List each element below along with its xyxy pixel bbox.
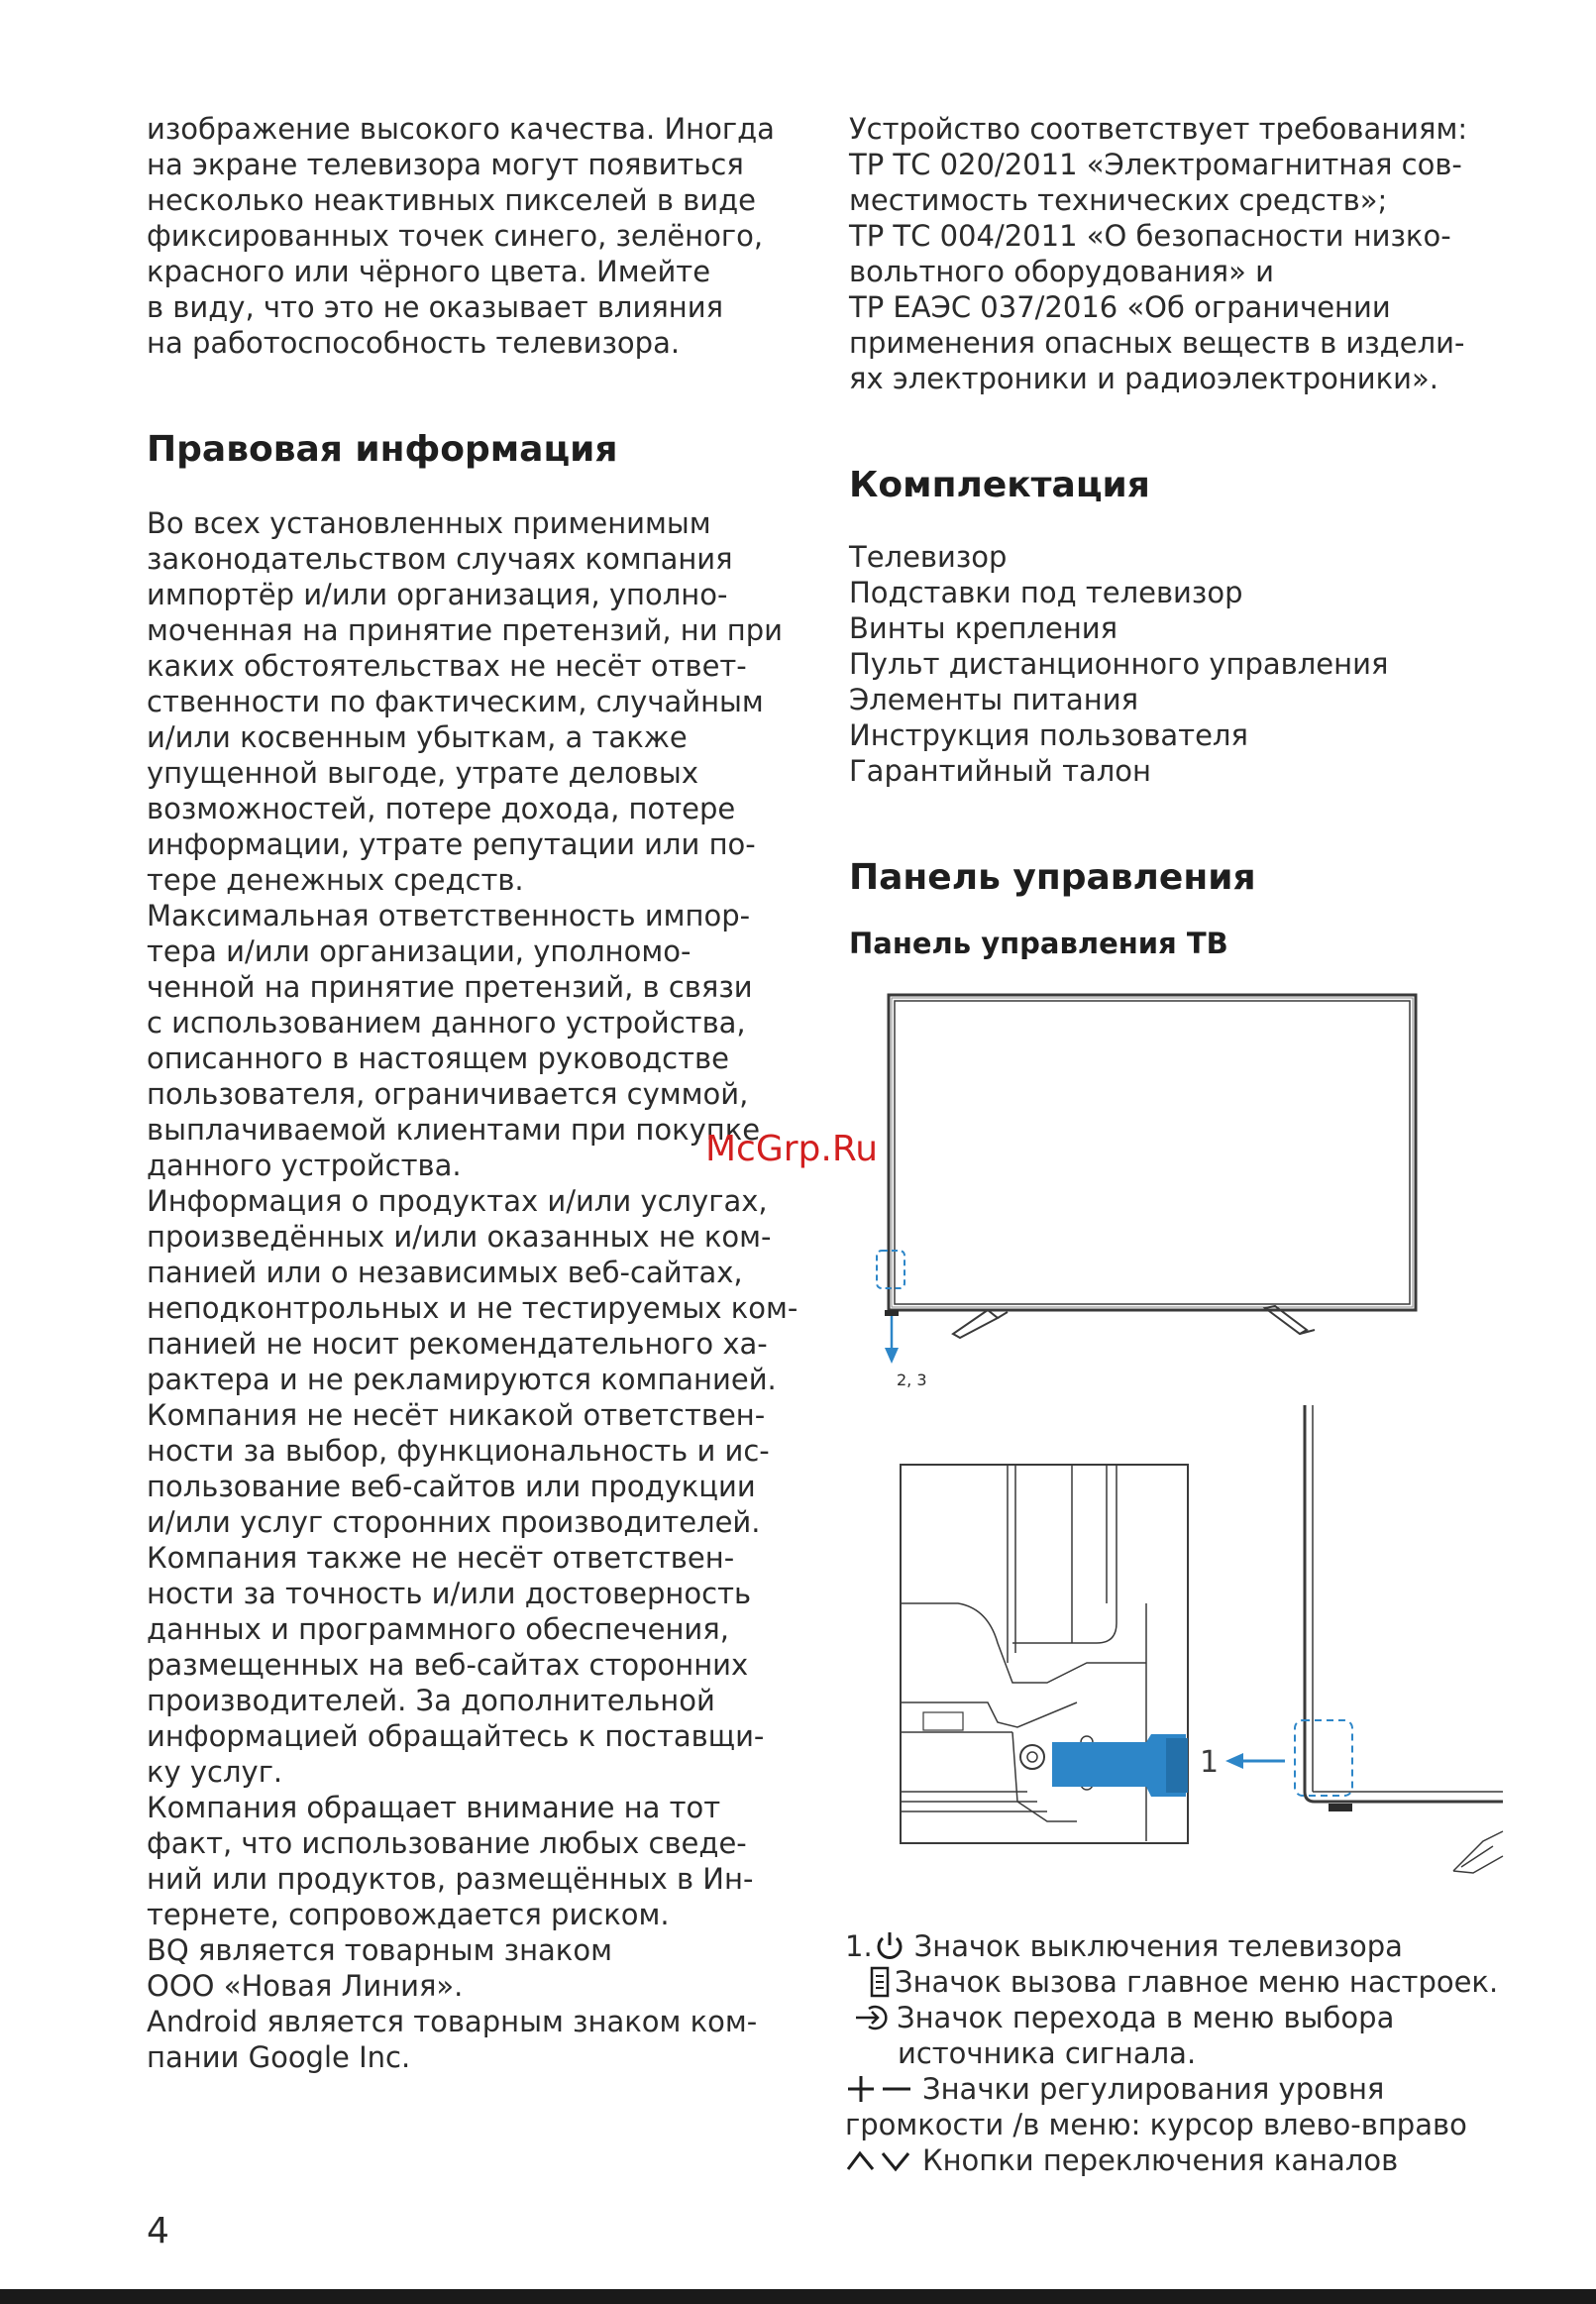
kit-item: Пульт дистанционного управления	[849, 647, 1389, 681]
legal-paragraph: Во всех установленных применимым законодательством случаях компания импортёр и/или организация, уполно- моченная на принятие претензий, ни при каких обстоятельствах не несёт ответ- ственности по фактическим, случайным и/или косвенным убыткам, а также упущенной выгоде, утрате деловых возможностей, потере дохода, потере информации, утрате репутации или по- тере денежных средств. Максимальная ответственность импор- тера и/или организации, уполномо- ченной на принятие претензий, в связи с использованием данного устройства, описанного в настоящем руководстве пользователя, ограничивается суммой, выплачиваемой клиентами при покупке данного устройства. Информация о продуктах и/или услугах, произведённых и/или оказанных не ком- панией или о независимых веб-сайтах, неподконтрольных и не тестируемых ком- панией не носит рекомендательного ха- рактера и не рекламируются компанией. Компания не несёт никакой ответствен- ности за выбор, функциональность и ис- пользование веб-сайтов или продукции и/или услуг сторонних производителей. Компания также не несёт ответствен- ности за точность и/или достоверность данных и программного обеспечения, размещенных на веб-сайтах сторонних производителей. За дополнительной информацией обращайтесь к поставщи- ку услуг. Компания обращает внимание на тот факт, что использование любых сведе- ний или продуктов, размещённых в Ин- тернете, сопровождается риском. BQ является товарным знаком ООО «Новая Линия». Android является товарным знаком ком- пании Google Inc.	[147, 506, 798, 2074]
left-column	[147, 111, 820, 2075]
right-column	[849, 111, 1543, 1905]
tv-front-illustration	[849, 985, 1543, 1401]
legend-text: Значки регулирования уровня	[922, 2072, 1385, 2106]
kit-item: Элементы питания	[849, 683, 1139, 716]
callout-label-23: 2, 3	[897, 1371, 927, 1389]
kit-item: Инструкция пользователя	[849, 718, 1248, 752]
legal-heading: Правовая информация	[147, 429, 618, 470]
legend-number: 1.	[845, 1929, 873, 1963]
kit-item: Винты крепления	[849, 611, 1118, 645]
tv-frame	[889, 995, 1416, 1310]
arrow-left-icon	[1225, 1753, 1285, 1769]
arrow-down-icon	[885, 1316, 899, 1364]
watermark: McGrp.Ru	[705, 1129, 879, 1169]
kit-list	[849, 539, 1543, 789]
callout-label-1: 1	[1200, 1745, 1220, 1780]
kit-item: Гарантийный талон	[849, 754, 1152, 788]
legend-row-volume	[845, 2071, 1539, 2107]
up-down-chevron-icon	[845, 2145, 914, 2175]
tv-side-edge	[1305, 1405, 1503, 1873]
legend-text: Значок выключения телевизора	[913, 1929, 1403, 1963]
legend-text: Значок перехода в меню выбора	[897, 2001, 1395, 2034]
tv-detail-illustration	[849, 1405, 1543, 1901]
highlight-box	[877, 1251, 904, 1288]
kit-heading: Комплектация	[849, 465, 1150, 505]
legend-text: источника сигнала.	[898, 2036, 1197, 2070]
legend-text: Кнопки переключения каналов	[922, 2143, 1399, 2177]
legend	[845, 1928, 1539, 2178]
intro-paragraph: изображение высокого качества. Иногда на экране телевизора могут появиться несколько неактивных пикселей в виде фиксированных точек синего, зелёного, красного или чёрного цвета. Имейте в виду, что это не оказывает влияния на работоспособность телевизора.	[147, 112, 775, 360]
tv-stand-left	[953, 1310, 1008, 1338]
legend-text: громкости /в меню: курсор влево-вправо	[845, 2108, 1467, 2141]
plus-minus-icon	[845, 2074, 914, 2104]
control-button	[885, 1310, 899, 1316]
source-icon	[853, 2002, 893, 2033]
legend-row-volume-cont	[845, 2107, 1539, 2142]
legend-row-channels	[845, 2142, 1539, 2178]
connector-plug	[1052, 1734, 1188, 1797]
legend-text: Значок вызова главное меню настроек.	[895, 1965, 1499, 1999]
page-number: 4	[147, 2211, 169, 2251]
panel-subheading: Панель управления ТВ	[849, 927, 1228, 960]
compliance-paragraph: Устройство соответствует требованиям: ТР ТС 020/2011 «Электромагнитная сов- местимость технических средств»; ТР ТС 004/2011 «О безопасности низко- вольтного оборудования» и ТР ЕАЭС 037/2016 «Об ограничении применения опасных веществ в издели- ях электроники и радиоэлектроники».	[849, 112, 1468, 395]
power-icon	[873, 1929, 906, 1963]
legend-row-menu	[845, 1964, 1539, 2000]
kit-item: Телевизор	[849, 540, 1008, 574]
legend-row-source-cont	[845, 2035, 1539, 2071]
legend-row-source	[845, 2000, 1539, 2035]
menu-icon	[869, 1966, 891, 1998]
legend-row-power	[845, 1928, 1539, 1964]
kit-item: Подставки под телевизор	[849, 576, 1243, 609]
bottom-bar	[0, 2289, 1596, 2304]
panel-heading: Панель управления	[849, 857, 1256, 898]
